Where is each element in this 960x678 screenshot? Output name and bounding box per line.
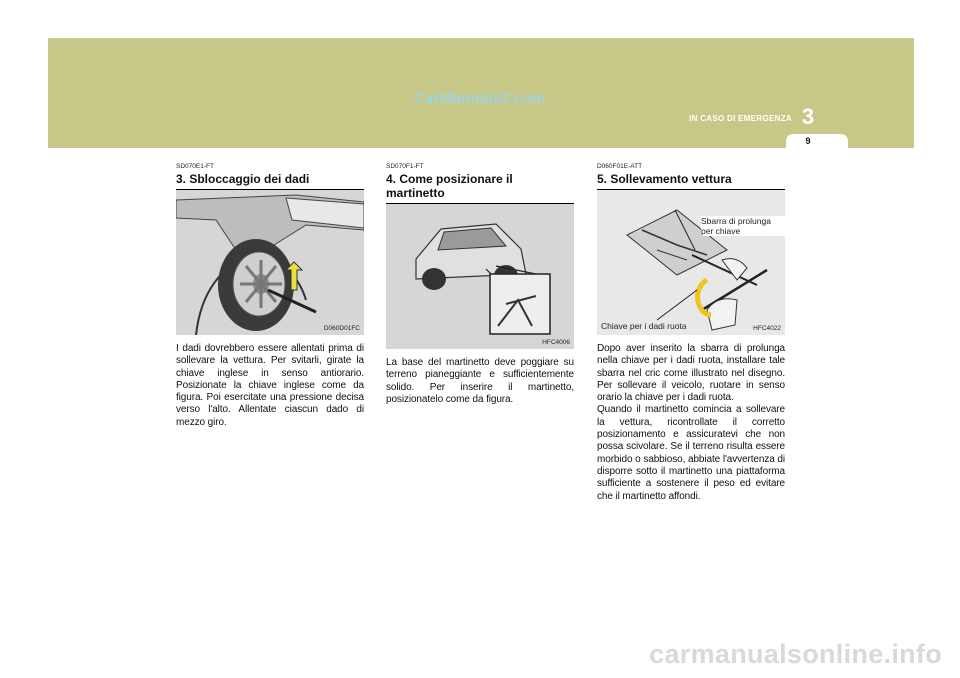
figure-code: HFC4006	[542, 339, 570, 346]
section-code: SD070E1-FT	[176, 163, 214, 170]
wheel-wrench-illustration	[176, 190, 364, 335]
section-unlock-nuts	[176, 163, 364, 429]
page-number: 9	[805, 136, 811, 146]
section-lift-vehicle	[597, 163, 785, 503]
figure-code: HFC4022	[753, 325, 781, 332]
section-body: I dadi dovrebbero essere allentati prima di sollevare la vettura. Per svitarli, girate la chiave inglese in senso antiorario. Posizionate la chiave inglese come da figura. Poi esercitate una pressione decisa verso l'alto. Allentate ciascun dado di mezzo giro.	[176, 343, 364, 428]
figure-code: D060D01FC	[323, 325, 360, 332]
section-heading: 3. Sbloccaggio dei dadi	[176, 172, 310, 186]
chapter-title: IN CASO DI EMERGENZA	[689, 114, 792, 123]
chapter-number: 3	[801, 104, 815, 129]
car-jack-illustration	[386, 204, 574, 349]
section-body: La base del martinetto deve poggiare su terreno pianeggiante e sufficientemente solido. Per inserire il martinetto, posizionatelo come da figura.	[386, 357, 574, 405]
callout-extension-bar: Sbarra di prolunga per chiave	[701, 216, 785, 236]
section-heading: 5. Sollevamento vettura	[597, 172, 732, 186]
section-code: SD070F1-FT	[386, 163, 424, 170]
section-position-jack	[386, 163, 574, 406]
section-code: D060F01E-ATT	[597, 163, 643, 170]
callout-wheel-key: Chiave per i dadi ruota	[601, 321, 687, 331]
figure-jack-position	[386, 203, 574, 349]
section-heading: 4. Come posizionare il martinetto	[386, 172, 513, 200]
jack-handle-illustration	[597, 190, 785, 335]
bottom-watermark: carmanualsonline.info	[649, 639, 942, 669]
section-body: Dopo aver inserito la sbarra di prolunga nella chiave per i dadi ruota, installare tale sbarra nel cric come illustrato nel disegno. Per sollevare il veicolo, ruotare in senso orario la chiave per i dadi ruota. Quando il martinetto comincia a sollevare la vettura, ricontrollate il corretto posizionamento e assicuratevi che non possa scivolare. Se il terreno risulta essere morbido o sabbioso, abbiate l'avvertenza di disporre sotto il martinetto una piattaforma sufficiente a sostenere il peso ed evitare che il martinetto affondi.	[597, 343, 785, 502]
top-watermark: CarManuals2.com	[414, 90, 546, 107]
figure-lifting-vehicle	[597, 189, 785, 335]
figure-wheel-wrench	[176, 189, 364, 335]
